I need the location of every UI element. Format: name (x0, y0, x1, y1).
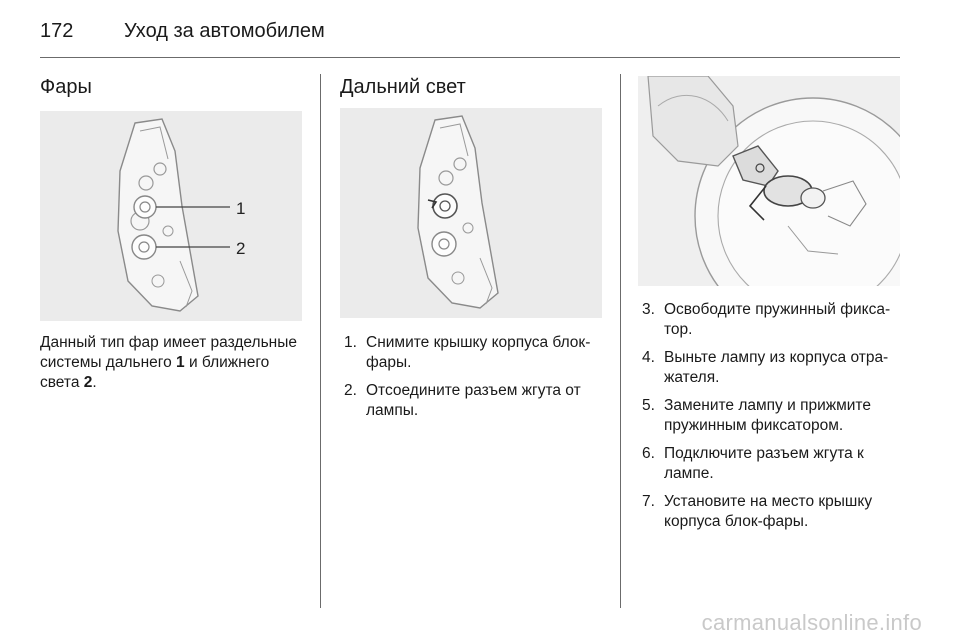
section-title-high-beam: Дальний свет (340, 76, 466, 98)
high-beam-illustration (340, 108, 602, 318)
step-number: 3. (642, 301, 655, 318)
description-ref-2: 2 (83, 374, 93, 391)
column-divider-left (320, 74, 321, 608)
headlight-description (40, 333, 310, 393)
step-number: 6. (642, 445, 655, 462)
chapter-title: Уход за автомобилем (124, 19, 325, 42)
step-text: Замените лампу и прижмите пружинным фиксатором. (664, 397, 871, 434)
column-divider-right (620, 74, 621, 608)
headlight-rear-illustration (40, 111, 302, 321)
step-text: Отсоедините разъем жгута от лампы. (366, 382, 581, 419)
step-item (642, 396, 904, 436)
step-item (344, 333, 606, 373)
high-beam-steps (344, 333, 606, 429)
description-ref-1: 1 (176, 354, 185, 371)
page-header (40, 14, 325, 48)
step-item (642, 492, 904, 532)
step-item (642, 444, 904, 484)
step-text: Снимите крышку корпуса блок-фары. (366, 334, 591, 371)
headlight-rear-figure (40, 111, 302, 321)
callout-2: 2 (236, 239, 246, 258)
bulb-replacement-figure (638, 76, 900, 286)
description-text-3: . (92, 374, 97, 391)
step-number: 7. (642, 493, 655, 510)
step-number: 2. (344, 382, 357, 399)
bulb-replacement-illustration (638, 76, 900, 286)
page-number: 172 (40, 19, 74, 42)
step-text: Выньте лампу из корпуса отра-жателя. (664, 349, 889, 386)
header-rule (40, 57, 900, 58)
step-text: Подключите разъем жгута к лампе. (664, 445, 864, 482)
step-number: 1. (344, 334, 357, 351)
step-number: 5. (642, 397, 655, 414)
callout-1: 1 (236, 199, 246, 218)
step-number: 4. (642, 349, 655, 366)
step-item (642, 348, 904, 388)
description-text-2: и ближнего света (40, 354, 270, 391)
high-beam-figure (340, 108, 602, 318)
bulb-replacement-steps (642, 300, 904, 540)
description-text-1: Данный тип фар имеет раздельные системы дальнего (40, 334, 297, 371)
step-text: Освободите пружинный фикса-тор. (664, 301, 891, 338)
section-title-headlights: Фары (40, 76, 92, 98)
step-item (344, 381, 606, 421)
step-text: Установите на место крышку корпуса блок-фары. (664, 493, 873, 530)
watermark: carmanualsonline.info (701, 610, 922, 635)
step-item (642, 300, 904, 340)
